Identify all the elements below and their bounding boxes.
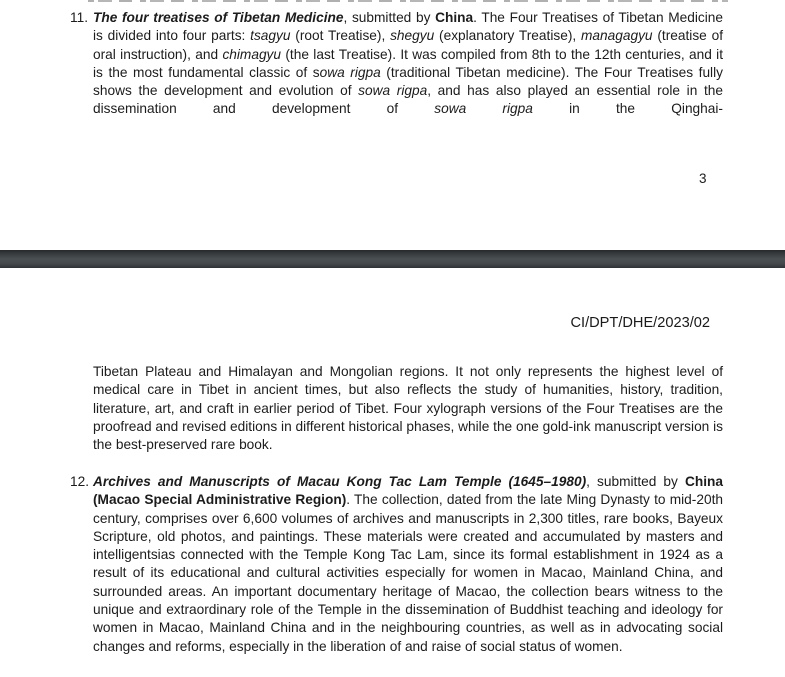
- page-number: 3: [699, 171, 707, 186]
- page-separator: [0, 250, 785, 268]
- list-item-11-text: The four treatises of Tibetan Medicine, submitted by China. The Four Treatises of Tibetan Medicine is divided into four parts: tsagyu (root Treatise), shegyu (explanatory Treatise), managagyu (treatise of oral instruction), and chimagyu (the last Treatise). It was compiled from 8th to the 12th centuries, and it is the most fundamental classic of sowa rigpa (traditional Tibetan medicine). The Four Treatises fully shows the development and evolution of sowa rigpa, and has also played an essential role in the dissemination and development of sowa rigpa in the Qinghai-: [93, 10, 724, 117]
- list-item-12-text: Archives and Manuscripts of Macau Kong Tac Lam Temple (1645–1980), submitted by China (Macao Special Administrative Region). The collection, dated from the late Ming Dynasty to mid-20th century, comprises over 6,600 volumes of archives and manuscripts in 2,300 titles, rare books, Bayeux Scripture, old photos, and paintings. These materials were created and accumulated by masters and intelligentsias connected with the Temple Kong Tac Lam, since its formal establishment in 1924 as a result of its educational and cultural activities especially for women in Macao, Mainland China, and surrounded areas. An important documentary heritage of Macao, the collection bears witness to the unique and extraordinary role of the Temple in the dissemination of Buddhist teaching and ideology for women in Macao, Mainland China and in the neighbouring countries, as well as in advocating social changes and reforms, especially in the liberation of and raise of social status of women.: [93, 474, 723, 654]
- list-item-12: [70, 473, 724, 656]
- list-item-11-number: 11.: [70, 10, 89, 25]
- item-11-continuation-paragraph: Tibetan Plateau and Himalayan and Mongolian regions. It not only represents the highest level of medical care in Tibet in ancient times, but also reflects the study of humanities, history, tradition, literature, art, and craft in earlier period of Tibet. Four xylograph versions of the Four Treatises are the proofread and revised editions in different historical phases, while the one gold-ink manuscript version is the best-preserved rare book.: [93, 364, 723, 453]
- document-reference: CI/DPT/DHE/2023/02: [570, 315, 710, 331]
- page-3: [0, 0, 785, 250]
- list-item-11: [70, 9, 724, 119]
- clipped-text-remnant: [88, 0, 728, 2]
- list-item-12-number: 12.: [70, 474, 90, 489]
- page-4: [0, 268, 785, 677]
